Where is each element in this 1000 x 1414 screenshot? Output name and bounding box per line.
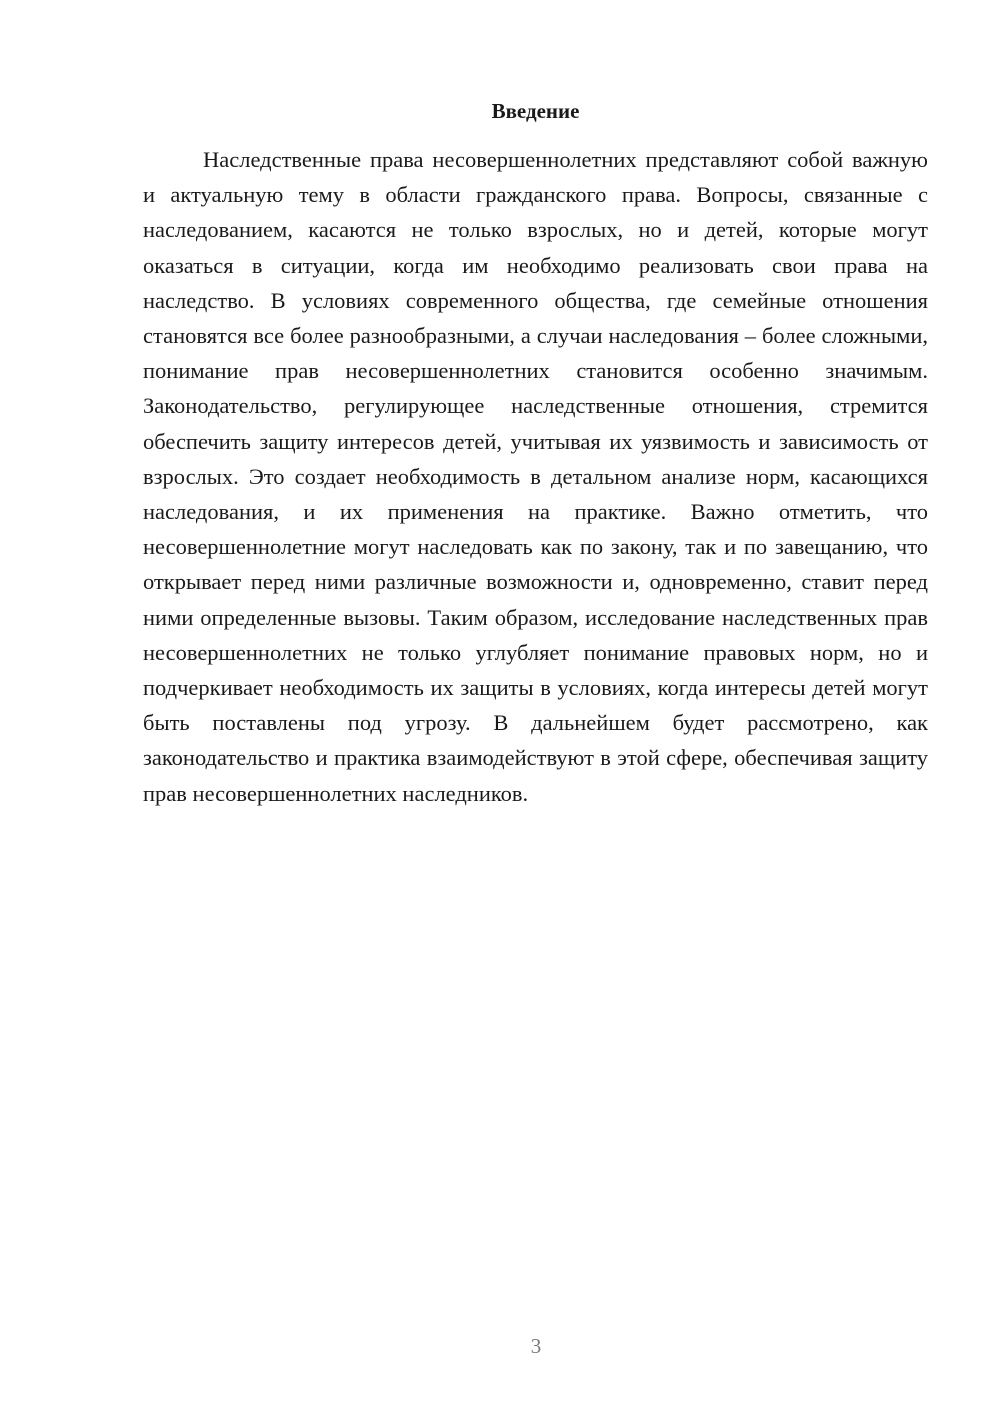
body-paragraph: Наследственные права несовершеннолетних представляют собой важную и актуальную тему в области гражданского права. Вопросы, связанные с наследованием, касаются не только взрослых, но и детей, которые могут оказаться в ситуации, когда им необходимо реализовать свои права на наследство. В условиях современного общества, где семейные отношения становятся все более разнообразными, а случаи наследования – более сложными, понимание прав несовершеннолетних становится особенно значимым. Законодательство, регулирующее наследственные отношения, стремится обеспечить защиту интересов детей, учитывая их уязвимость и зависимость от взрослых. Это создает необходимость в детальном анализе норм, касающихся наследования, и их применения на практике. Важно отметить, что несовершеннолетние могут наследовать как по закону, так и по завещанию, что открывает перед ними различные возможности и, одновременно, ставит перед ними определенные вызовы. Таким образом, исследование наследственных прав несовершеннолетних не только углубляет понимание правовых норм, но и подчеркивает необходимость их защиты в условиях, когда интересы детей могут быть поставлены под угрозу. В дальнейшем будет рассмотрено, как законодательство и практика взаимодействуют в этой сфере, обеспечивая защиту прав несовершеннолетних наследников. — [143, 147, 928, 806]
section-heading: Введение — [491, 99, 580, 123]
page-number: 3 — [530, 1334, 542, 1358]
